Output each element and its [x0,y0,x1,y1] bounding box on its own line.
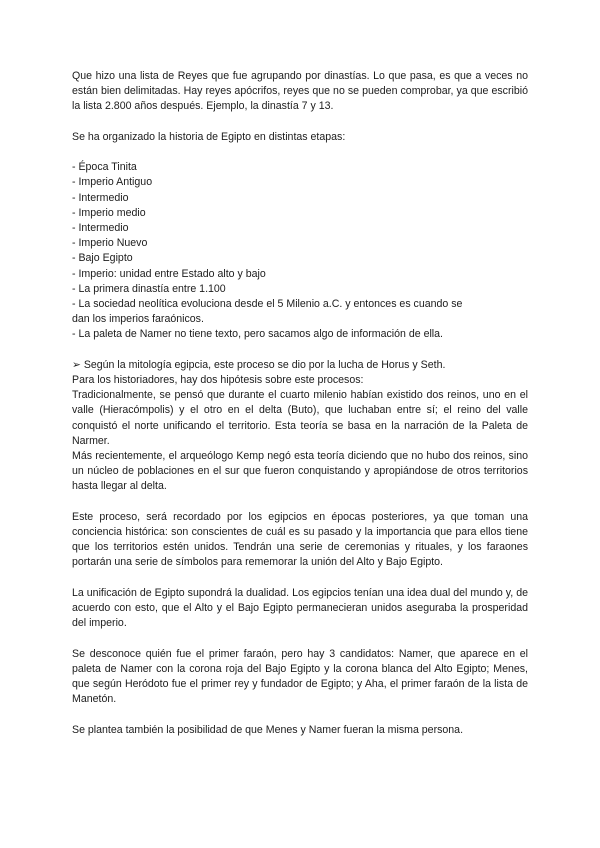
list-item: - Intermedio [72,191,129,204]
list-item: - La sociedad neolítica evoluciona desde el 5 Milenio a.C. y entonces es cuando se [72,298,463,311]
list-item: - Imperio Antiguo [72,176,153,189]
list-item: - La primera dinastía entre 1.100 [72,282,226,295]
paragraph-menes-namer: Se plantea también la posibilidad de que Menes y Namer fueran la misma persona. [72,723,464,736]
paragraph-hypothesis-kemp: Más recientemente, el arqueólogo Kemp negó esta teoría diciendo que no hubo dos reinos, sino un núcleo de poblaciones en el sur que fueron conquistando y apropiándose de otros territorios hasta llegar al delta. [72,450,528,493]
paragraph-hypothesis-traditional: Tradicionalmente, se pensó que durante el cuarto milenio habían existido dos reinos, uno en el valle (Hieracómpolis) y el otro en el delta (Buto), que luchaban entre sí; el reino del valle conquistó el norte unificando el territorio. Esta teoría se basa en la narración de la Paleta de Narmer. [72,389,528,447]
historians-intro: Para los historiadores, hay dos hipótesis sobre este procesos: [72,374,364,387]
spacer [72,115,528,130]
paragraph-stages-intro: Se ha organizado la historia de Egipto en distintas etapas: [72,130,346,143]
spacer [72,145,528,160]
paragraph-first-pharaoh: Se desconoce quién fue el primer faraón, pero hay 3 candidatos: Namer, que aparece en el paleta de Namer con la corona roja del Bajo Egipto y la corona blanca del Alto Egipto; Menes, que según Heródoto fue el primer rey y fundador de Egipto; y Aha, el primer faraón de la lista de Manetón. [72,647,528,706]
list-item-continuation: dan los imperios faraónicos. [72,313,204,326]
paragraph-duality: La unificación de Egipto supondrá la dualidad. Los egipcios tenían una idea dual del mundo y, de acuerdo con esto, que el Alto y el Bajo Egipto permanecieran unidos aseguraba la prosperidad del imperio. [72,586,528,630]
stages-list [72,160,528,342]
spacer [72,707,528,722]
list-item: - Bajo Egipto [72,252,133,265]
list-item: - Época Tinita [72,161,137,174]
document-page [72,69,528,738]
list-item: - Imperio: unidad entre Estado alto y bajo [72,267,266,280]
list-item: - Imperio medio [72,206,146,219]
list-item: - Imperio Nuevo [72,237,148,250]
paragraph-king-list: Que hizo una lista de Reyes que fue agrupando por dinastías. Lo que pasa, es que a veces no están bien delimitadas. Hay reyes apócrifos, reyes que no se pueden comprobar, ya que escribió la lista 2.800 años después. Ejemplo, la dinastía 7 y 13. [72,70,528,113]
spacer [72,495,528,510]
list-item: - Intermedio [72,222,129,234]
paragraph-process-memory: Este proceso, será recordado por los egipcios en épocas posteriores, ya que toman una conciencia histórica: son conscientes de cuál es su pasado y la importancia que para ellos tiene que los territorios estén unidos. Tendrán una serie de ceremonias y rituales, y los faraones portarán una serie de símbolos para rememorar la unión del Alto y Bajo Egipto. [72,510,528,569]
mythology-bullet: ➢ Según la mitología egipcia, este proceso se dio por la lucha de Horus y Seth. [72,358,446,371]
list-item: - La paleta de Namer no tiene texto, pero sacamos algo de información de ella. [72,328,443,341]
spacer [72,571,528,586]
spacer [72,631,528,646]
spacer [72,343,528,358]
